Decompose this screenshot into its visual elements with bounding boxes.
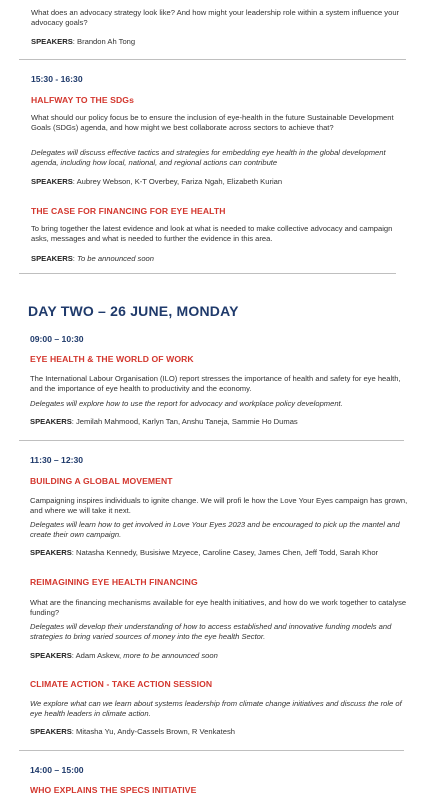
speakers-names: : Adam Askew, <box>71 651 124 660</box>
top-description: What does an advocacy strategy look like? And how might your leadership role within a system influence your advocacy goals? <box>31 8 400 27</box>
session-speakers <box>30 727 410 737</box>
session-time: 15:30 - 16:30 <box>31 74 83 84</box>
session-time: 09:00 – 10:30 <box>30 334 84 344</box>
session-description: What are the financing mechanisms available for eye health initiatives, and how do we work together to catalyse funding? <box>30 598 407 617</box>
session-title: HALFWAY TO THE SDGs <box>31 95 134 105</box>
session-title: REIMAGINING EYE HEALTH FINANCING <box>30 577 198 587</box>
speakers-names: : Brandon Ah Tong <box>72 37 136 46</box>
session-delegates-note: Delegates will discuss effective tactics and strategies for embedding eye health in the global development agenda, including how local, national, and regional actions can contribute <box>31 148 386 167</box>
speakers-more: more to be announced soon <box>123 651 218 660</box>
session-title: BUILDING A GLOBAL MOVEMENT <box>30 476 173 486</box>
speakers-names: : Mitasha Yu, Andy-Cassels Brown, R Venkatesh <box>71 727 235 736</box>
session-speakers <box>31 177 411 187</box>
session-title: CLIMATE ACTION - TAKE ACTION SESSION <box>30 679 213 689</box>
divider <box>19 273 396 274</box>
session-speakers <box>30 417 410 427</box>
speakers-names: : Jemilah Mahmood, Karlyn Tan, Anshu Taneja, Sammie Ho Dumas <box>71 417 298 426</box>
session-time: 14:00 – 15:00 <box>30 765 84 775</box>
speakers-names: : Aubrey Webson, K-T Overbey, Fariza Ngah, Elizabeth Kurian <box>72 177 283 186</box>
session-speakers <box>31 254 411 264</box>
session-delegates-note: Delegates will explore how to use the report for advocacy and workplace policy development. <box>30 399 343 408</box>
speakers-colon: : <box>72 254 78 263</box>
session-description: What should our policy focus be to ensure the inclusion of eye-health in the future Sustainable Development Goals (SDGs) agenda, and how might we best collaborate across sectors to achieve that? <box>31 113 394 132</box>
speakers-names: To be announced soon <box>77 254 155 263</box>
session-description: To bring together the latest evidence and look at what is needed to make collective advocacy and campaign asks, messages and what is needed to further the evidence in this area. <box>31 224 393 243</box>
session-title: THE CASE FOR FINANCING FOR EYE HEALTH <box>31 206 226 216</box>
session-delegates-note: We explore what can we learn about systems leadership from climate change initiatives and discuss the role of eye health leaders in climate action. <box>30 699 402 718</box>
speakers-label: SPEAKERS <box>30 651 72 660</box>
session-description: Campaigning inspires individuals to ignite change. We will profi le how the Love Your Eyes campaign has grown, and where we will take it next. <box>30 496 408 515</box>
session-delegates-note: Delegates will learn how to get involved in Love Your Eyes 2023 and be encouraged to pick up the mantel and create their own campaign. <box>30 520 400 539</box>
speakers-label: SPEAKERS <box>30 727 72 736</box>
session-time: 11:30 – 12:30 <box>30 455 84 465</box>
session-title: WHO EXPLAINS THE SPECS INITIATIVE <box>30 785 197 795</box>
speakers-label: SPEAKERS <box>31 37 73 46</box>
speakers-label: SPEAKERS <box>30 548 72 557</box>
session-description: The International Labour Organisation (ILO) report stresses the importance of health and safety for eye health, and the importance of eye health to productivity and the economy. <box>30 374 401 393</box>
divider <box>19 59 406 60</box>
speakers-label: SPEAKERS <box>30 417 72 426</box>
divider <box>19 750 404 751</box>
day-heading: DAY TWO – 26 JUNE, MONDAY <box>28 303 239 319</box>
speakers-label: SPEAKERS <box>31 177 73 186</box>
session-title: EYE HEALTH & THE WORLD OF WORK <box>30 354 194 364</box>
session-speakers <box>30 548 414 558</box>
top-speakers <box>31 37 411 47</box>
session-delegates-note: Delegates will develop their understanding of how to access established and innovative funding models and strategies to bring varied sources of money into the eye health Sector. <box>30 622 392 641</box>
speakers-names: : Natasha Kennedy, Busisiwe Mzyece, Caroline Casey, James Chen, Jeff Todd, Sarah Khor <box>71 548 379 557</box>
divider <box>19 440 404 441</box>
speakers-label: SPEAKERS <box>31 254 73 263</box>
session-speakers <box>30 651 410 661</box>
